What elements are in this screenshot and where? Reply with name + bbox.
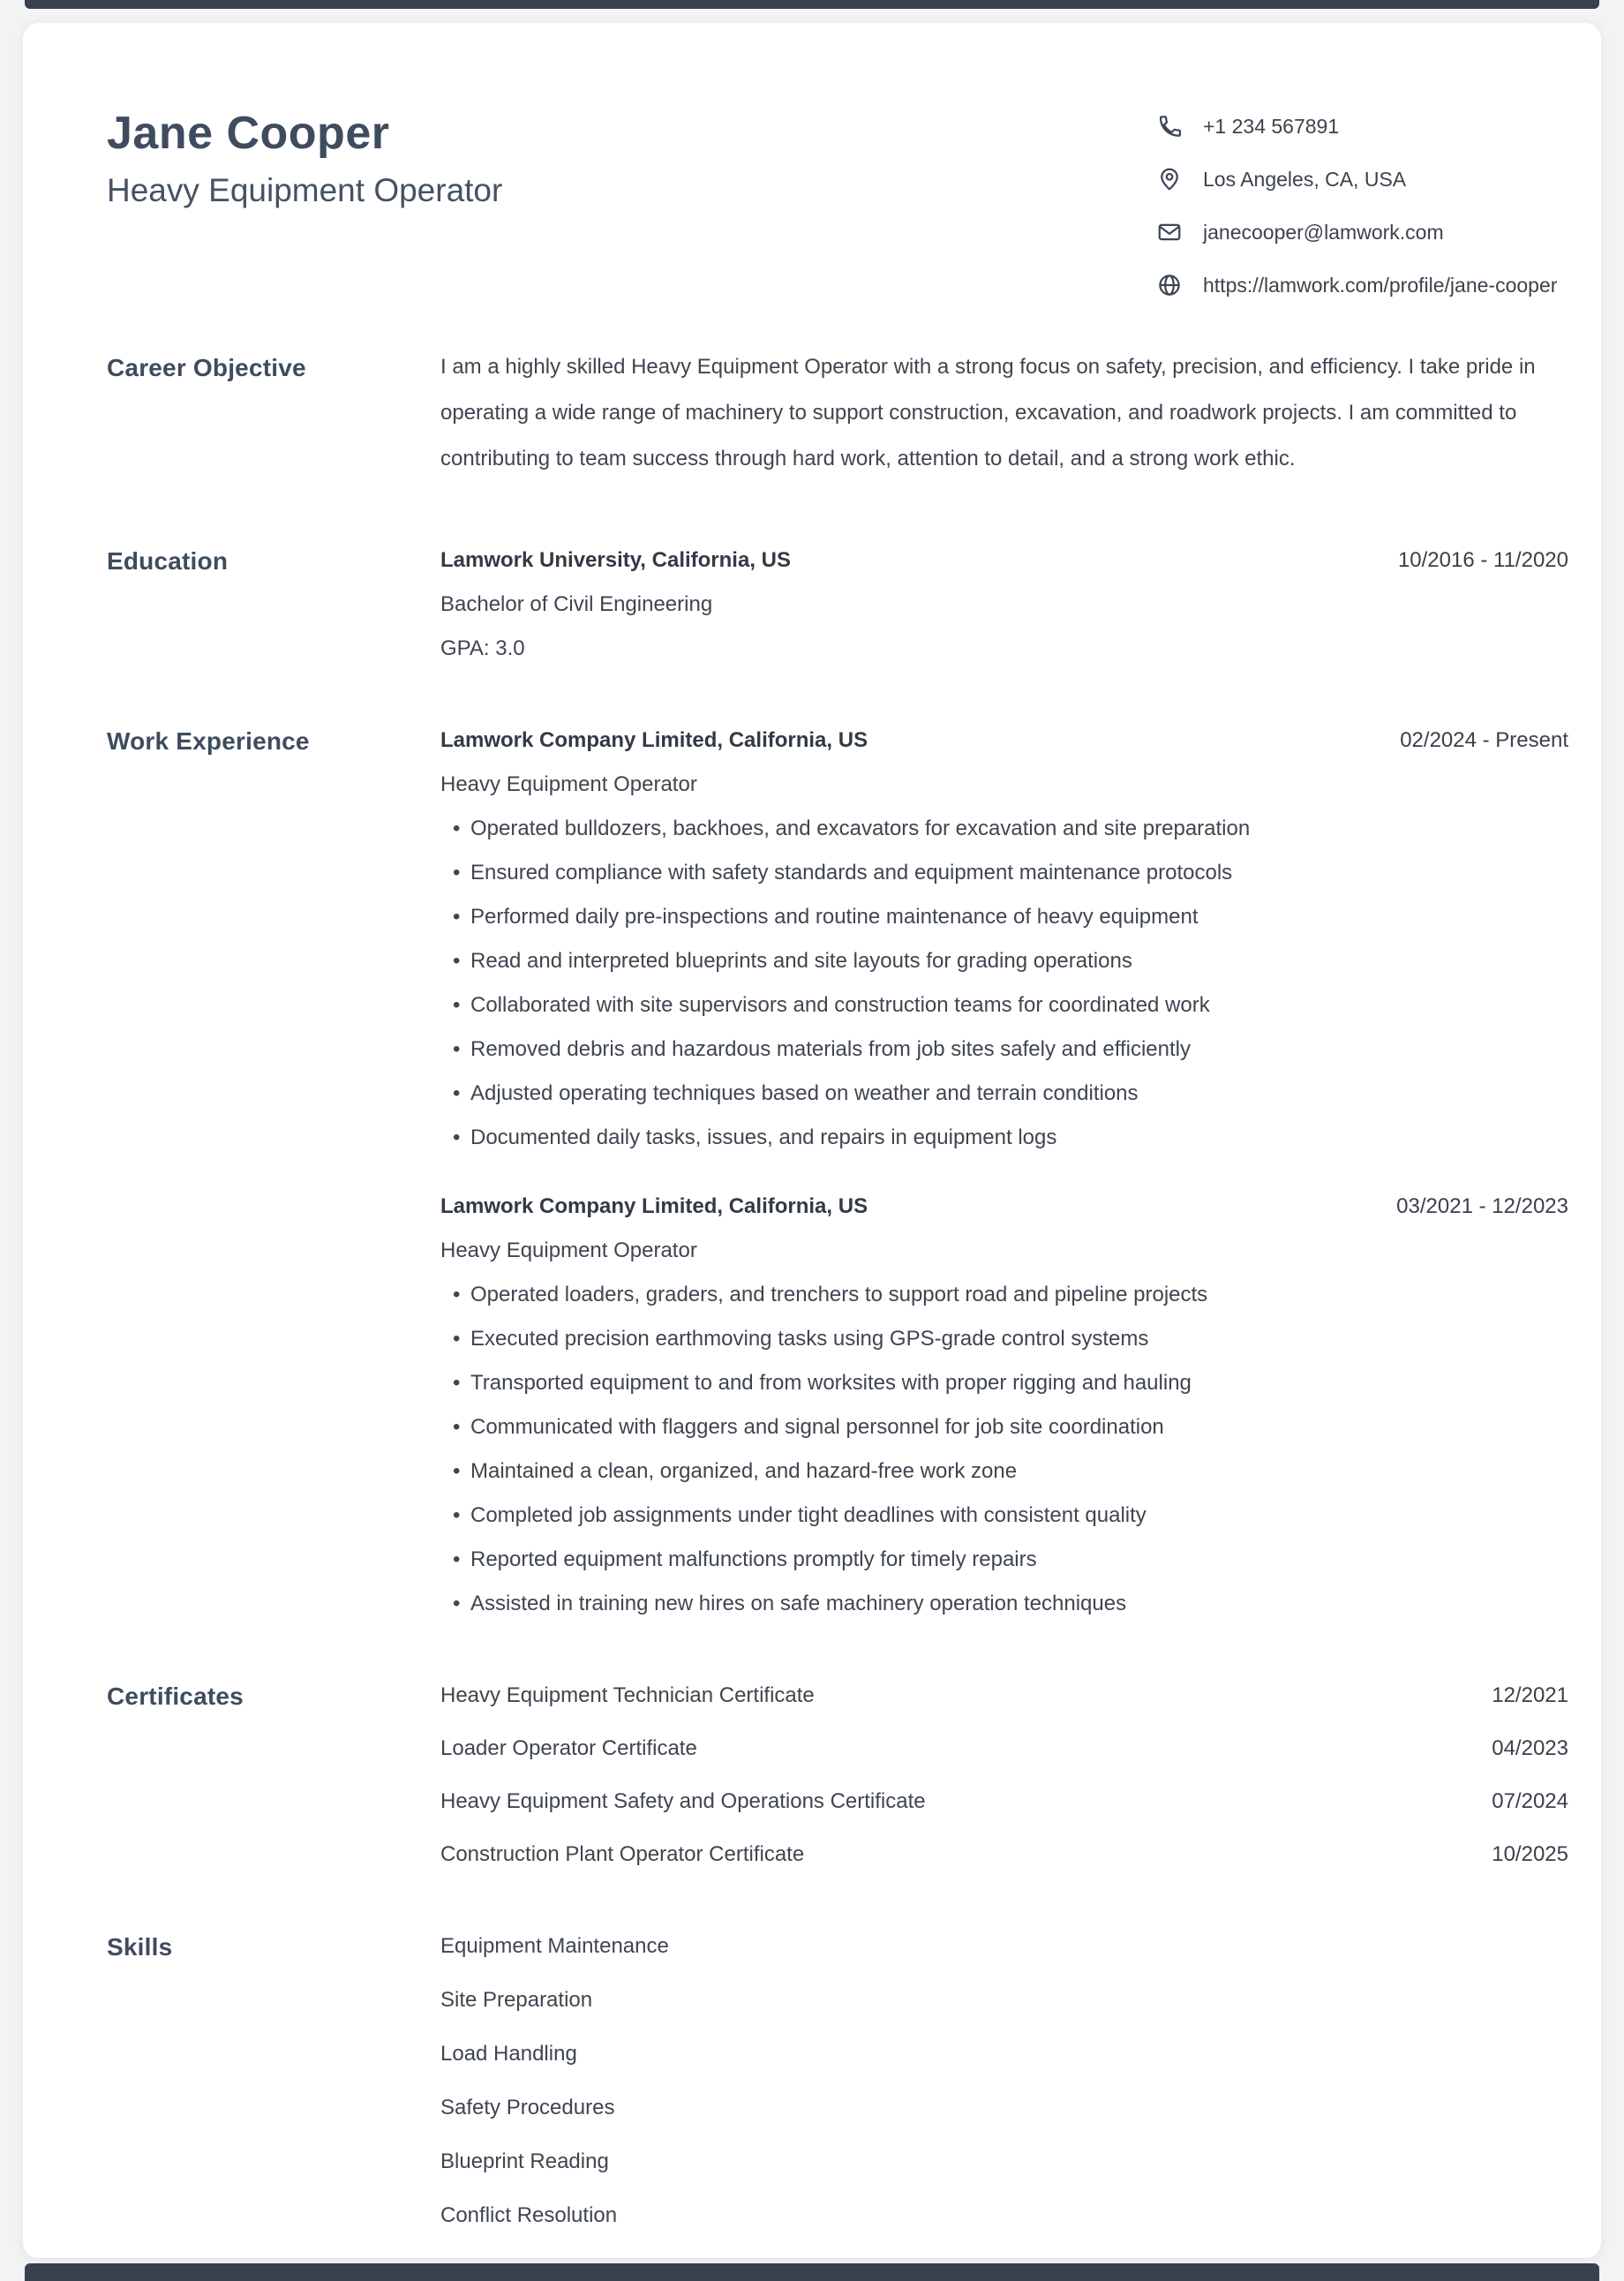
- career-objective-content: [440, 354, 1570, 482]
- bullet-item: • Operated loaders, graders, and trenchers to support road and pipeline projects: [440, 1282, 1568, 1308]
- skill-item: Load Handling: [440, 2042, 577, 2066]
- identity-block: [87, 107, 502, 209]
- certificate-name: Heavy Equipment Safety and Operations Certificate: [440, 1789, 926, 1813]
- contact-phone-row: [1155, 112, 1570, 140]
- job-bullet-list: [440, 816, 1568, 1151]
- school-name: Lamwork University, California, US: [440, 548, 791, 572]
- company-name: Lamwork Company Limited, California, US: [440, 728, 868, 752]
- job-entry: [440, 727, 1568, 1151]
- bullet-item: • Reported equipment malfunctions promptly for timely repairs: [440, 1547, 1568, 1573]
- job-dates: 02/2024 - Present: [1400, 728, 1568, 752]
- section-skills: [87, 1933, 1570, 2229]
- skill-item: Blueprint Reading: [440, 2149, 609, 2173]
- globe-icon: [1155, 271, 1184, 299]
- bullet-item: • Assisted in training new hires on safe machinery operation techniques: [440, 1591, 1568, 1617]
- certificate-date: 10/2025: [1492, 1842, 1568, 1866]
- bullet-item: • Adjusted operating techniques based on weather and terrain conditions: [440, 1080, 1568, 1107]
- location-pin-icon: [1155, 165, 1184, 193]
- section-certificates: [87, 1683, 1570, 1868]
- job-role: Heavy Equipment Operator: [440, 772, 697, 796]
- skill-item: Equipment Maintenance: [440, 1934, 669, 1958]
- certificate-row: [440, 1683, 1568, 1709]
- certificate-list: [440, 1683, 1568, 1868]
- career-objective-heading: Career Objective: [107, 354, 306, 381]
- contact-location-text: Los Angeles, CA, USA: [1203, 167, 1407, 191]
- bullet-item: • Operated bulldozers, backhoes, and excavators for excavation and site preparation: [440, 816, 1568, 842]
- certificate-date: 04/2023: [1492, 1736, 1568, 1760]
- job-entry-head: [440, 1193, 1568, 1220]
- gpa-value: GPA: 3.0: [440, 636, 525, 660]
- section-career-objective: [87, 354, 1570, 482]
- certificate-date: 12/2021: [1492, 1683, 1568, 1707]
- job-role: Heavy Equipment Operator: [440, 1238, 697, 1262]
- certificates-content: [440, 1683, 1570, 1868]
- window-frame-bottom: [25, 2263, 1599, 2281]
- resume-page: [23, 23, 1601, 2258]
- education-heading: Education: [107, 547, 229, 575]
- resume-header: [87, 107, 1570, 299]
- phone-icon: [1155, 112, 1184, 140]
- job-bullet-list: [440, 1282, 1568, 1617]
- skill-item: Site Preparation: [440, 1988, 593, 2012]
- job-entry: [440, 1193, 1568, 1617]
- certificate-name: Loader Operator Certificate: [440, 1736, 697, 1760]
- contact-phone-text: +1 234 567891: [1203, 114, 1340, 138]
- bullet-item: • Completed job assignments under tight deadlines with consistent quality: [440, 1502, 1568, 1529]
- email-icon: [1155, 218, 1184, 246]
- skill-list: [440, 1933, 1568, 2229]
- certificate-row: [440, 1841, 1568, 1868]
- certificate-row: [440, 1788, 1568, 1815]
- job-entry-head: [440, 727, 1568, 754]
- section-work-experience: [87, 727, 1570, 1617]
- resume-sections: [87, 354, 1570, 2229]
- section-education: [87, 547, 1570, 662]
- bullet-item: • Read and interpreted blueprints and site layouts for grading operations: [440, 948, 1568, 975]
- certificate-row: [440, 1735, 1568, 1762]
- window-frame-top: [25, 0, 1599, 9]
- bullet-item: • Maintained a clean, organized, and hazard-free work zone: [440, 1458, 1568, 1485]
- contact-website-row: [1155, 271, 1570, 299]
- degree-name: Bachelor of Civil Engineering: [440, 592, 713, 616]
- certificate-name: Heavy Equipment Technician Certificate: [440, 1683, 815, 1707]
- certificates-heading: Certificates: [107, 1683, 244, 1710]
- bullet-item: • Communicated with flaggers and signal personnel for job site coordination: [440, 1414, 1568, 1441]
- work-experience-heading: Work Experience: [107, 727, 310, 755]
- contact-location-row: [1155, 165, 1570, 193]
- education-content: [440, 547, 1570, 662]
- bullet-item: • Documented daily tasks, issues, and repairs in equipment logs: [440, 1125, 1568, 1151]
- person-name: Jane Cooper: [107, 108, 390, 159]
- company-name: Lamwork Company Limited, California, US: [440, 1194, 868, 1218]
- contact-email-row: [1155, 218, 1570, 246]
- work-experience-content: [440, 727, 1570, 1617]
- career-objective-text: I am a highly skilled Heavy Equipment Operator with a strong focus on safety, precision, and efficiency. I take pride in operating a wide range of machinery to support construction, excavation, and roadwork projects. I am committed to contributing to team success through hard work, attention to detail, and a strong work ethic.: [440, 355, 1536, 471]
- bullet-item: • Executed precision earthmoving tasks using GPS-grade control systems: [440, 1326, 1568, 1352]
- skills-content: [440, 1933, 1570, 2229]
- skill-item: Conflict Resolution: [440, 2203, 618, 2227]
- contact-email-text: janecooper@lamwork.com: [1203, 220, 1444, 244]
- certificate-date: 07/2024: [1492, 1789, 1568, 1813]
- bullet-item: • Ensured compliance with safety standards and equipment maintenance protocols: [440, 860, 1568, 886]
- skill-item: Safety Procedures: [440, 2096, 615, 2119]
- bullet-item: • Performed daily pre-inspections and routine maintenance of heavy equipment: [440, 904, 1568, 930]
- skills-heading: Skills: [107, 1933, 173, 1961]
- job-dates: 03/2021 - 12/2023: [1396, 1194, 1568, 1218]
- bullet-item: • Removed debris and hazardous materials from job sites safely and efficiently: [440, 1036, 1568, 1063]
- contact-website-text: https://lamwork.com/profile/jane-cooper: [1203, 273, 1558, 297]
- certificate-name: Construction Plant Operator Certificate: [440, 1842, 805, 1866]
- contact-info: [1155, 107, 1570, 299]
- person-job-title: Heavy Equipment Operator: [107, 172, 503, 208]
- bullet-item: • Collaborated with site supervisors and construction teams for coordinated work: [440, 992, 1568, 1019]
- education-dates: 10/2016 - 11/2020: [1397, 548, 1568, 572]
- education-entry-head: [440, 547, 1568, 574]
- education-entry: [440, 547, 1568, 662]
- bullet-item: • Transported equipment to and from worksites with proper rigging and hauling: [440, 1370, 1568, 1396]
